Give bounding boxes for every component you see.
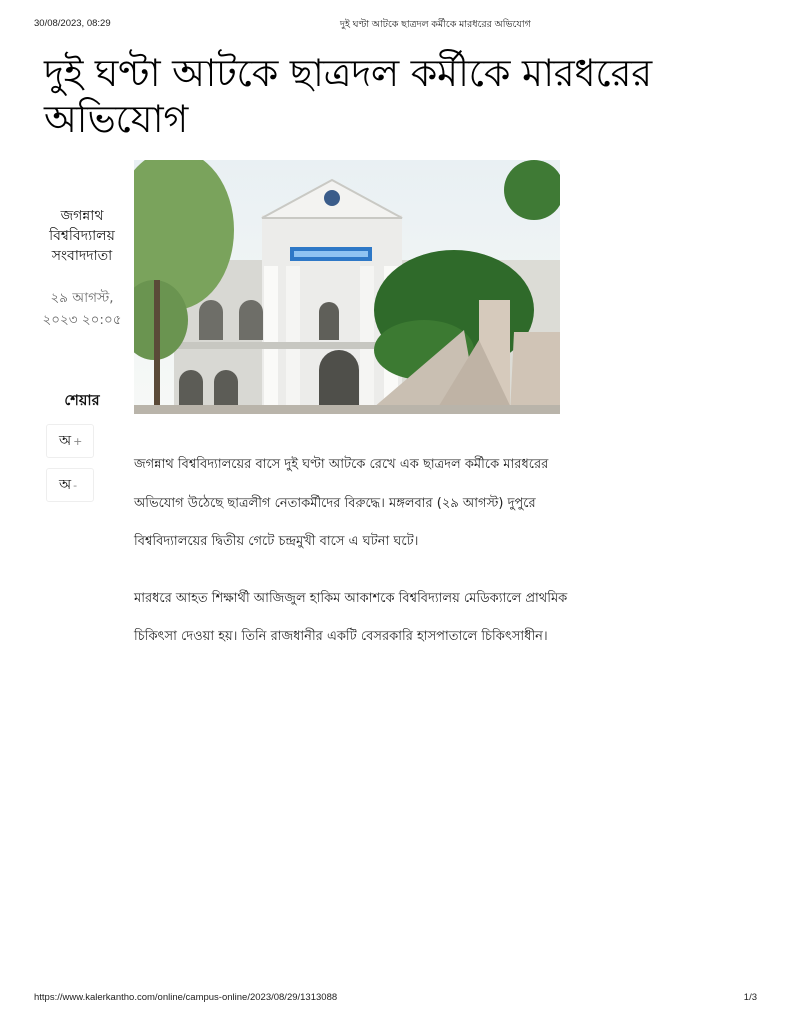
print-footer	[34, 992, 757, 1006]
print-header	[34, 18, 757, 34]
publish-date: ২৯ আগস্ট, ২০২৩ ২০:০৫	[42, 290, 122, 328]
font-increase-button[interactable]	[46, 424, 94, 458]
article-headline: দুই ঘণ্টা আটকে ছাত্রদল কর্মীকে মারধরের অভিযোগ	[44, 51, 652, 141]
page-url[interactable]: https://www.kalerkantho.com/online/campus-online/2023/08/29/1313088	[34, 992, 338, 1003]
article-paragraph: মারধরে আহত শিক্ষার্থী আজিজুল হাকিম আকাশকে বিশ্ববিদ্যালয় মেডিক্যালে প্রাথমিক চিকিৎসা দেওয়া হয়। তিনি রাজধানীর একটি বেসরকারি হাসপাতালে চিকিৎসাধীন।	[134, 590, 568, 644]
print-page-title: দুই ঘণ্টা আটকে ছাত্রদল কর্মীকে মারধরের অভিযোগ	[340, 19, 531, 30]
byline: জগন্নাথ বিশ্ববিদ্যালয় সংবাদদাতা	[49, 208, 115, 264]
article-body	[134, 446, 574, 675]
university-building-image	[134, 160, 560, 414]
font-increase-letter: অ	[59, 433, 72, 449]
page-number: 1/3	[743, 992, 757, 1003]
print-date: 30/08/2023, 08:29	[34, 18, 111, 29]
minus-icon: -	[73, 479, 78, 492]
article-photo	[134, 160, 560, 414]
plus-icon: +	[73, 435, 83, 448]
font-decrease-letter: অ	[59, 477, 72, 493]
font-decrease-button[interactable]	[46, 468, 94, 502]
article-paragraph: জগন্নাথ বিশ্ববিদ্যালয়ের বাসে দুই ঘণ্টা আটকে রেখে এক ছাত্রদল কর্মীকে মারধরের অভিযোগ উঠেছে ছাত্রলীগ নেতাকর্মীদের বিরুদ্ধে। মঙ্গলবার (২৯ আগস্ট) দুপুরে বিশ্ববিদ্যালয়ের দ্বিতীয় গেটে চন্দ্রমুখী বাসে এ ঘটনা ঘটে।	[134, 457, 549, 549]
share-label[interactable]: শেয়ার	[64, 393, 100, 409]
